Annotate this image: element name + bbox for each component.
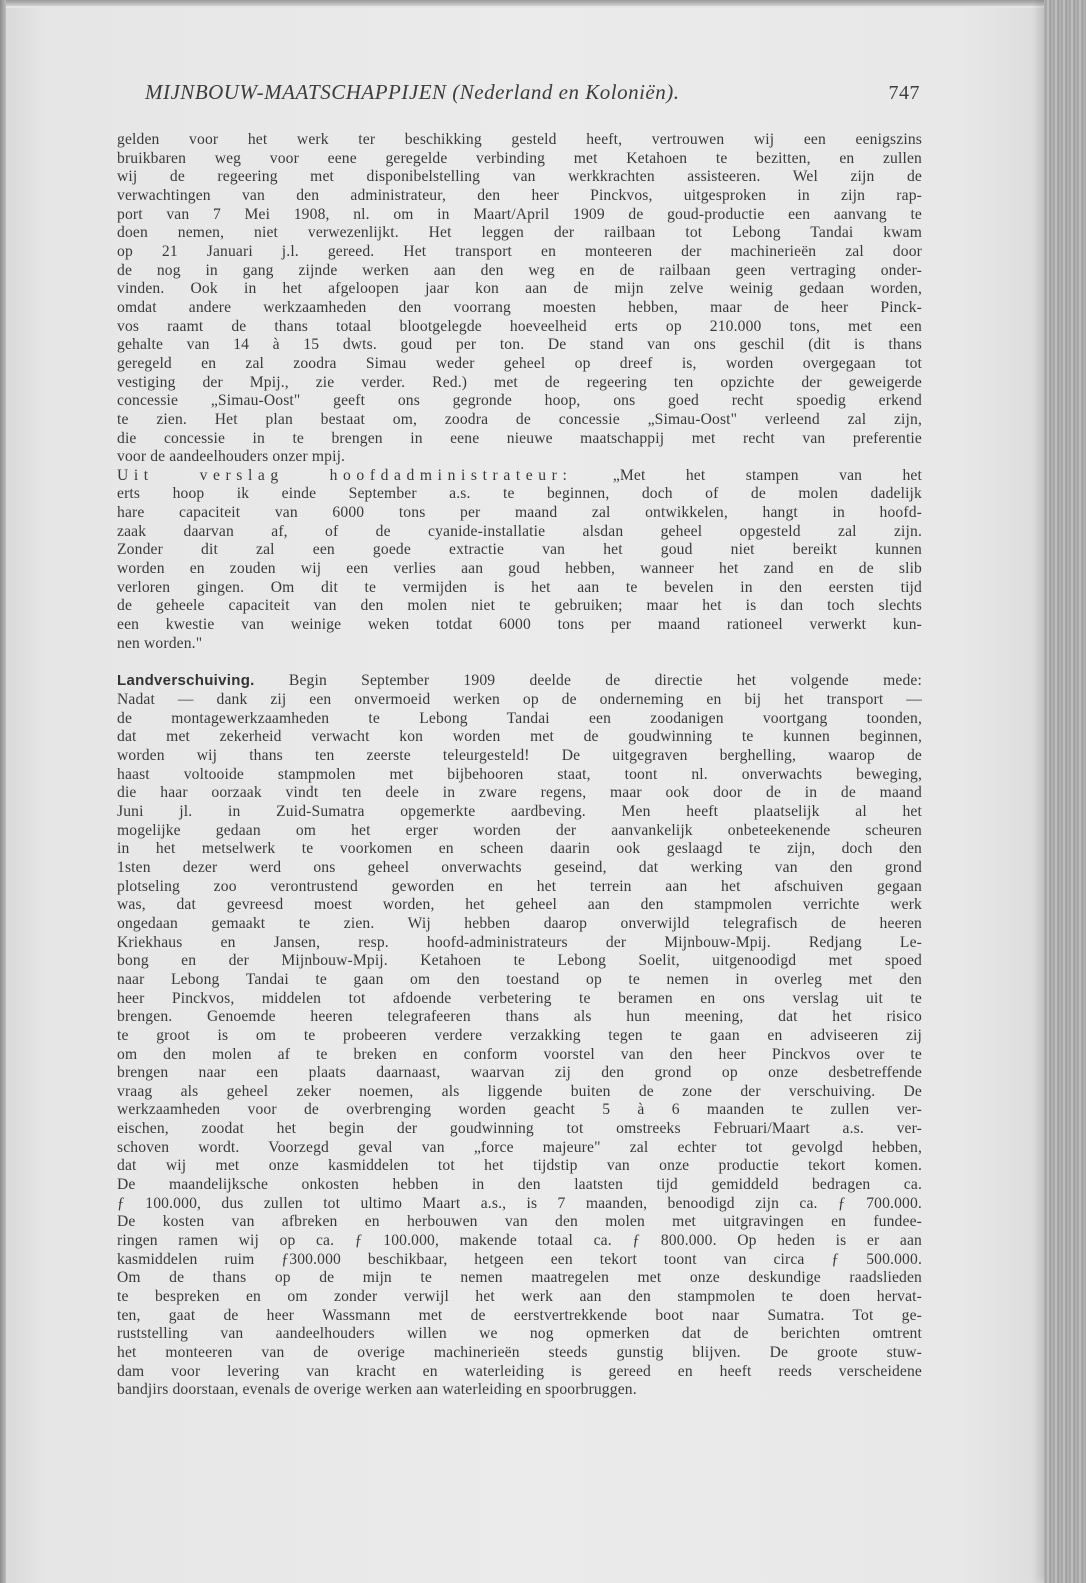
text-line: ten, gaat de heer Wassmann met de eerstvertrekkende boot naar Sumatra. Tot ge- bbox=[117, 1306, 922, 1324]
text-line: dat met zekerheid verwacht kon worden met de goudwinning te kunnen beginnen, bbox=[117, 728, 922, 746]
text-line: 1sten dezer werd ons geheel onverwachts geseind, dat werking van den grond bbox=[117, 858, 922, 876]
text-line: werkzaamheden voor de overbrenging worden geacht 5 à 6 maanden te zullen ver- bbox=[117, 1101, 922, 1119]
text-line: verwachtingen van den administrateur, den heer Pinckvos, uitgesproken in zijn rap- bbox=[117, 186, 922, 204]
page-top-edge bbox=[0, 0, 1086, 6]
paragraph-continuation bbox=[117, 131, 922, 467]
text-line: ruststelling van aandeelhouders willen we nog opmerken dat de berichten omtrent bbox=[117, 1325, 922, 1343]
text-line: brengen. Genoemde heeren telegrafeeren thans als hun meening, dat het risico bbox=[117, 1008, 922, 1026]
text-line: te zien. Het plan bestaat om, zoodra de concessie „Simau-Oost" verleend zal zijn, bbox=[117, 410, 922, 428]
text-line: nen worden." bbox=[117, 634, 203, 652]
text-line: die haar oorzaak vindt ten deele in zware regens, maar ook door de in de maand bbox=[117, 784, 922, 802]
text-line: dat wij met onze kasmiddelen tot het tijdstip van onze productie tekort komen. bbox=[117, 1157, 922, 1175]
section-first-line bbox=[117, 672, 922, 691]
text-line: heer Pinckvos, middelen tot afdoende verbetering te beramen en ons verslag uit te bbox=[117, 989, 922, 1007]
text-line: vestiging der Mpij., zie verder. Red.) met de regeering ten opzichte der geweigerde bbox=[117, 373, 922, 391]
text-line: bandjirs doorstaan, evenals de overige werken aan waterleiding en spoorbruggen. bbox=[117, 1381, 637, 1399]
text-line: op 21 Januari j.l. gereed. Het transport en monteeren der machinerieën zal door bbox=[117, 242, 922, 260]
text-line: Juni jl. in Zuid-Sumatra opgemerkte aardbeving. Men heeft plaatselijk al het bbox=[117, 802, 922, 820]
section-first-line-rest: Begin September 1909 deelde de directie het volgende mede: bbox=[288, 672, 922, 690]
text-line: schoven wordt. Voorzegd geval van „force majeure" zal echter tot gevolgd hebben, bbox=[117, 1138, 922, 1156]
text-line: voor de aandeelhouders onzer mpij. bbox=[117, 448, 346, 466]
text-line: de montagewerkzaamheden te Lebong Tandai een zoodanigen voortgang toonden, bbox=[117, 709, 922, 727]
section-landverschuiving bbox=[117, 672, 922, 1400]
text-line: te groot is om te probeeren verdere verzakking tegen te gaan en adviseeren zij bbox=[117, 1026, 922, 1044]
section-heading: Landverschuiving. bbox=[117, 672, 255, 690]
text-line: ƒ 100.000, dus zullen tot ultimo Maart a.s., is 7 maanden, benoodigd zijn ca. ƒ 700.000. bbox=[117, 1194, 922, 1212]
text-line: geregeld en zal zoodra Simau weder geheel op dreef is, worden overgegaan tot bbox=[117, 354, 922, 372]
text-line: De kosten van afbreken en herbouwen van den molen met uitgravingen en fundee- bbox=[117, 1213, 922, 1231]
text-line: de nog in gang zijnde werken aan den weg en de railbaan geen vertraging onder- bbox=[117, 261, 922, 279]
running-head bbox=[145, 80, 920, 105]
text-line: port van 7 Mei 1908, nl. om in Maart/April 1909 de goud-productie een aanvang te bbox=[117, 205, 922, 223]
report-lead-spaced: Uit verslag hoofdadministrateur: bbox=[117, 466, 573, 484]
text-line: vraag als geheel zeker noemen, als liggende buiten de zone der verschuiving. De bbox=[117, 1082, 922, 1100]
text-line: gehalte van 14 à 15 dwts. goud per ton. De stand van ons geschil (dit is thans bbox=[117, 336, 922, 354]
text-line: verloren gingen. Om dit te vermijden is het aan te bevelen in den eersten tijd bbox=[117, 578, 922, 596]
text-line: concessie „Simau-Oost" geeft ons gegronde hoop, ons goed recht spoedig erkend bbox=[117, 392, 922, 410]
text-line: een kwestie van weinige weken totdat 6000 tons per maand rationeel verwerkt kun- bbox=[117, 616, 922, 634]
text-line: Om de thans op de mijn te nemen maatregelen met onze deskundige raadslieden bbox=[117, 1269, 922, 1287]
page-left-edge bbox=[0, 0, 6, 1583]
text-line: gelden voor het werk ter beschikking gesteld heeft, vertrouwen wij een eenigszins bbox=[117, 131, 922, 148]
text-line: het monteeren van de overige machinerieën steeds gunstig blijven. De groote stuw- bbox=[117, 1344, 922, 1361]
text-line: zaak daarvan af, of de cyanide-installatie alsdan geheel opgesteld zal zijn. bbox=[117, 522, 922, 540]
text-line: Zonder dit zal een goede extractie van het goud niet bereikt kunnen bbox=[117, 541, 922, 559]
text-line: plotseling zoo verontrustend geworden en het terrein aan het afschuiven gegaan bbox=[117, 877, 922, 895]
paragraph-report-quote bbox=[117, 467, 922, 654]
body-text bbox=[117, 131, 922, 1400]
text-line: bong en der Mijnbouw-Mpij. Ketahoen te Lebong Soelit, uitgenoodigd met spoed bbox=[117, 952, 922, 970]
text-line: wij de regeering met disponibelstelling van werkkrachten assisteeren. Wel zijn de bbox=[117, 168, 922, 186]
text-line: ringen ramen wij op ca. ƒ 100.000, makende totaal ca. ƒ 800.000. Op heden is er aan bbox=[117, 1232, 922, 1250]
text-line: De maandelijksche onkosten hebben in den laatsten tijd gemiddeld bedragen ca. bbox=[117, 1176, 922, 1194]
text-line: brengen naar een plaats daarnaast, waarvan zij den grond op onze desbetreffende bbox=[117, 1064, 922, 1082]
text-line: vos raamt de thans totaal blootgelegde hoeveelheid erts op 210.000 tons, met een bbox=[117, 317, 922, 335]
paragraph-first-line bbox=[117, 467, 922, 486]
text-line: Nadat — dank zij een onvermoeid werken op de onderneming en bij het transport — bbox=[117, 691, 922, 709]
text-line: die concessie in te brengen in eene nieuwe maatschappij met recht van preferentie bbox=[117, 429, 922, 447]
report-lines bbox=[117, 485, 922, 653]
text-line: vinden. Ook in het afgeloopen jaar kon aan de mijn zelve weinig gedaan worden, bbox=[117, 280, 922, 298]
page-number: 747 bbox=[888, 82, 920, 104]
text-line: erts hoop ik einde September a.s. te beginnen, doch of de molen dadelijk bbox=[117, 485, 922, 503]
text-line: haast voltooide stampmolen met bijbehooren staat, toont nl. onverwachts beweging, bbox=[117, 765, 922, 783]
text-line: worden wij thans ten zeerste teleurgesteld! De uitgegraven berghelling, waarop de bbox=[117, 747, 922, 764]
section-gap bbox=[117, 653, 922, 672]
text-line: naar Lebong Tandai te gaan om den toestand op te nemen in overleg met den bbox=[117, 970, 922, 988]
text-line: dam voor levering van kracht en waterleiding is gereed en heeft reeds verscheidene bbox=[117, 1362, 922, 1380]
text-line: om den molen af te breken en conform voorstel van den heer Pinckvos over te bbox=[117, 1045, 922, 1063]
text-line: was, dat gevreesd moest worden, het geheel aan den stampmolen verrichte werk bbox=[117, 896, 922, 914]
text-line: de geheele capaciteit van den molen niet te gebruiken; maar het is dan toch slechts bbox=[117, 597, 922, 615]
book-spine bbox=[1044, 0, 1086, 1583]
text-line: ongedaan gemaakt te zien. Wij hebben daarop onverwijld telegrafisch de heeren bbox=[117, 914, 922, 932]
text-line: kasmiddelen ruim ƒ300.000 beschikbaar, hetgeen een tekort toont van circa ƒ 500.000. bbox=[117, 1250, 922, 1268]
text-line: doen nemen, niet verwezenlijkt. Het leggen der railbaan tot Lebong Tandai kwam bbox=[117, 224, 922, 242]
text-line: hare capaciteit van 6000 tons per maand zal ontwikkelen, hangt in hoofd- bbox=[117, 504, 922, 522]
text-line: Kriekhaus en Jansen, resp. hoofd-administrateurs der Mijnbouw-Mpij. Redjang Le- bbox=[117, 933, 922, 951]
text-line: bruikbaren weg voor eene geregelde verbinding met Ketahoen te bezitten, en zullen bbox=[117, 149, 922, 167]
text-line: eischen, zoodat het begin der goudwinning tot omstreeks Februari/Maart a.s. ver- bbox=[117, 1120, 922, 1138]
text-line: mogelijke gedaan om het erger worden der aanvankelijk onbeteekenende scheuren bbox=[117, 821, 922, 839]
section-lines bbox=[117, 691, 922, 1400]
report-first-line-rest: „Met het stampen van het bbox=[612, 466, 922, 484]
text-line: omdat andere werkzaamheden den voorrang moesten hebben, maar de heer Pinck- bbox=[117, 298, 922, 316]
running-head-title: MIJNBOUW-MAATSCHAPPIJEN (Nederland en Koloniën). bbox=[145, 80, 680, 104]
text-line: te bespreken en om zonder verwijl het werk aan den stampmolen te doen hervat- bbox=[117, 1288, 922, 1306]
text-line: worden en zouden wij een verlies aan goud hebben, wanneer het zand en de slib bbox=[117, 560, 922, 578]
text-line: in het metselwerk te voorkomen en scheen daarin ook geslaagd te zijn, doch den bbox=[117, 840, 922, 858]
